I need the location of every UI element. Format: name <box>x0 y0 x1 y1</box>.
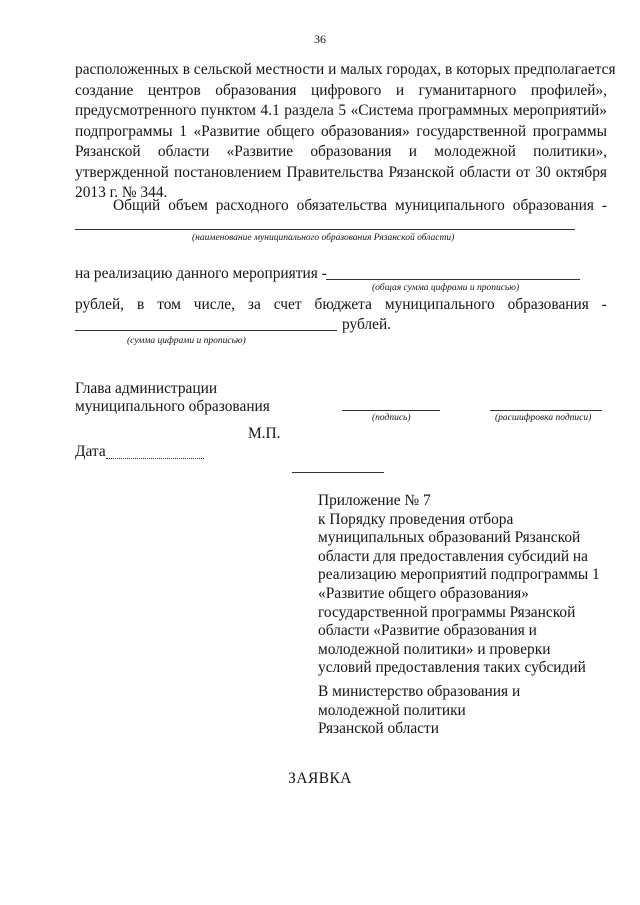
budget-word: бюджета <box>314 296 372 313</box>
date-fill-line[interactable] <box>106 458 204 459</box>
head-title-line1: Глава администрации <box>75 380 218 397</box>
total-sum-fill-line[interactable] <box>326 279 580 280</box>
recipient-line: молодежной политики <box>318 701 466 719</box>
paragraph-line: предусмотренного пунктом 4.1 раздела 5 «Система программных мероприятий» <box>75 102 607 119</box>
appendix-line: государственной программы Рязанской <box>318 603 576 621</box>
appendix-line: условий предоставления таких субсидий <box>318 659 586 677</box>
implementation-label: на реализацию данного мероприятия - <box>75 265 327 282</box>
signature-fill-line[interactable] <box>342 410 440 411</box>
page-number: 36 <box>314 32 326 46</box>
appendix-header <box>318 492 618 678</box>
appendix-line: к Порядку проведения отбора <box>318 510 514 528</box>
appendix-line: области для предоставления субсидий на <box>318 547 588 565</box>
head-title-line2: муниципального образования <box>75 398 270 415</box>
budget-word: - <box>601 296 607 313</box>
budget-word: рублей, <box>75 296 125 313</box>
budget-word: за <box>247 296 261 313</box>
appendix-line: реализацию мероприятий подпрограммы 1 <box>318 566 600 584</box>
municipality-fill-line[interactable] <box>75 229 575 230</box>
budget-sum-caption: (сумма цифрами и прописью) <box>127 336 246 346</box>
budget-word: числе, <box>193 296 235 313</box>
document-title: ЗАЯВКА <box>288 770 352 787</box>
obligation-line: Общий объем расходного обязательства муниципального образования - <box>113 197 607 214</box>
section-separator <box>292 472 384 473</box>
decoding-caption: (расшифровка подписи) <box>495 413 592 423</box>
budget-sum-fill-line[interactable] <box>75 330 337 331</box>
obligation-paragraph <box>75 196 607 217</box>
paragraph-line: создание центров образования цифрового и гуманитарного профилей», <box>75 81 607 99</box>
budget-line <box>75 296 607 314</box>
budget-word: муниципального <box>384 296 495 313</box>
appendix-line: области «Развитие образования и <box>318 622 537 640</box>
recipient-line: Рязанской области <box>318 720 439 738</box>
budget-word: том <box>157 296 181 313</box>
recipient-line: В министерство образования и <box>318 683 521 700</box>
paragraph-line: подпрограммы 1 «Развитие общего образования» государственной программы <box>75 122 607 140</box>
paragraph-line: 2013 г. № 344. <box>75 184 168 201</box>
total-sum-caption: (общая сумма цифрами и прописью) <box>372 283 520 293</box>
budget-word: образования <box>507 296 589 313</box>
intro-paragraph <box>75 60 616 204</box>
municipality-caption: (наименование муниципального образования Рязанской области) <box>192 233 455 243</box>
paragraph-line: Рязанской области «Развитие образования и молодежной политики», <box>75 143 607 160</box>
appendix-line: «Развитие общего образования» <box>318 584 529 602</box>
rubles-suffix: рублей. <box>342 316 392 333</box>
budget-word: счет <box>273 296 302 313</box>
seal-label: М.П. <box>248 425 281 442</box>
budget-word: в <box>136 296 145 313</box>
appendix-line: муниципальных образований Рязанской <box>318 529 581 547</box>
paragraph-line: утвержденной постановлением Правительства Рязанской области от 30 октября <box>75 163 607 181</box>
decoding-fill-line[interactable] <box>490 410 602 411</box>
appendix-line: Приложение № 7 <box>318 492 431 509</box>
date-label: Дата <box>75 443 106 460</box>
appendix-line: молодежной политики» и проверки <box>318 640 551 658</box>
recipient-block <box>318 683 618 739</box>
paragraph-line: расположенных в сельской местности и малых городах, в которых предполагается <box>75 61 616 78</box>
signature-caption: (подпись) <box>372 413 411 423</box>
